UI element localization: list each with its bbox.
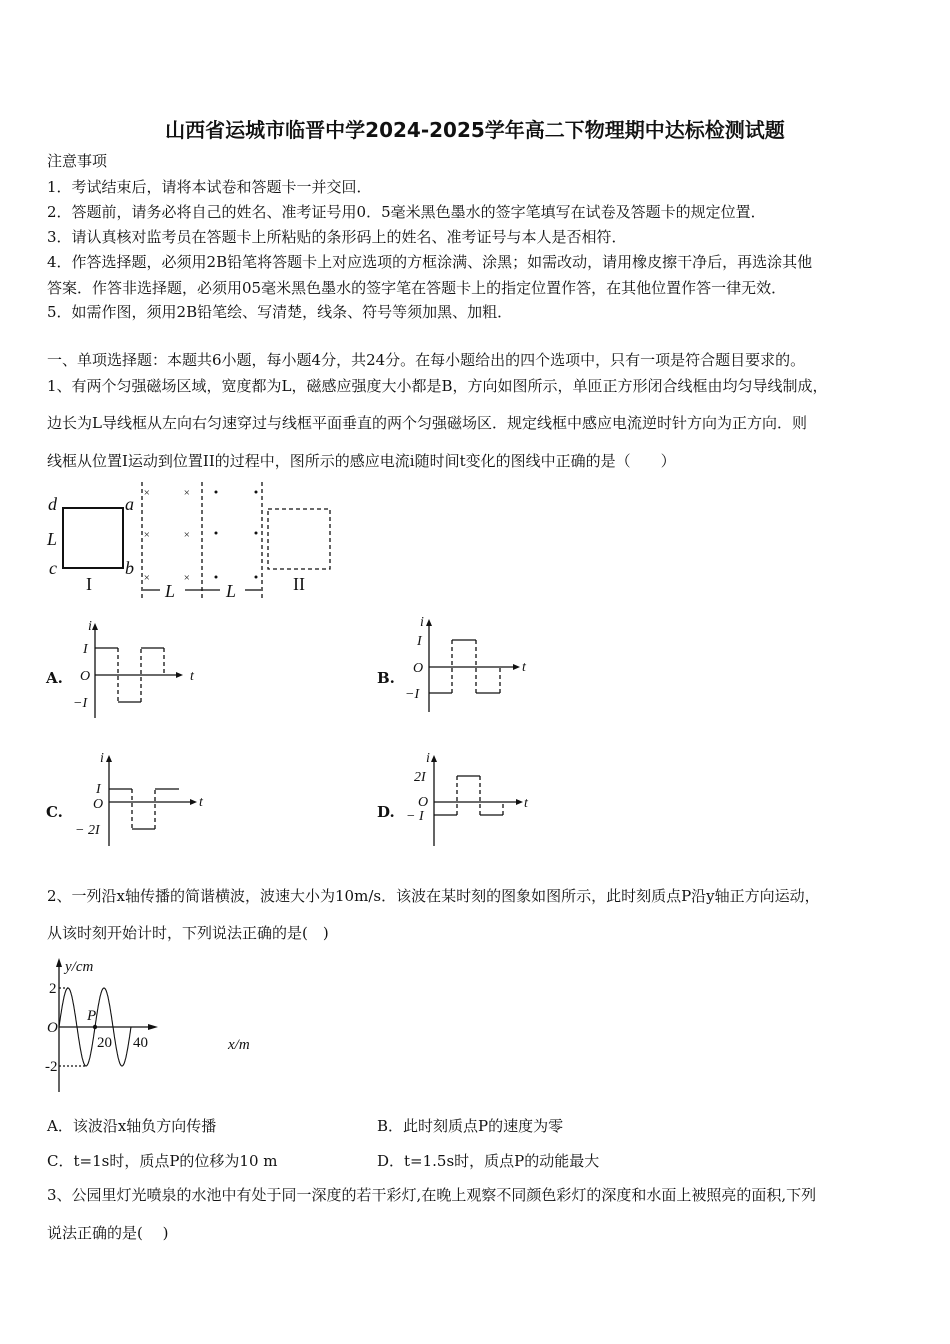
side-label-L: L bbox=[47, 529, 58, 549]
axis-label-t: t bbox=[524, 796, 528, 811]
tick-label: 40 bbox=[133, 1035, 148, 1051]
x-axis-label: x/m bbox=[228, 1037, 250, 1053]
notice-item: 答案．作答非选择题，必须用05毫米黑色墨水的签字笔在答题卡上的指定位置作答，在其他位置作答一律无效． bbox=[47, 279, 787, 297]
tick-label: I bbox=[96, 782, 101, 797]
q2-option-d[interactable]: D．t=1.5s时，质点P的动能最大 bbox=[377, 1152, 600, 1170]
q2-text: 从该时刻开始计时，下列说法正确的是( ) bbox=[47, 924, 329, 942]
tick-label: -2 bbox=[45, 1059, 58, 1075]
width-label: L bbox=[226, 581, 237, 601]
notice-heading: 注意事项 bbox=[47, 152, 108, 170]
axis-label-i: i bbox=[426, 751, 430, 766]
y-axis-label: y/cm bbox=[65, 959, 94, 975]
tick-label: 20 bbox=[97, 1035, 112, 1051]
tick-label: −I bbox=[405, 687, 420, 702]
origin-label: O bbox=[418, 795, 429, 810]
q3-text: 3、公园里灯光喷泉的水池中有处于同一深度的若干彩灯,在晚上观察不同颜色彩灯的深度和水面上被照亮的面积,下列 bbox=[47, 1186, 817, 1204]
svg-text:×: × bbox=[183, 487, 191, 499]
axis-label-i: i bbox=[420, 615, 424, 630]
axis-label-t: t bbox=[199, 795, 203, 810]
svg-text:×: × bbox=[143, 572, 151, 584]
q2-text: 2、一列沿x轴传播的简谐横波，波速大小为10m/s．该波在某时刻的图象如图所示，此时刻质点P沿y轴正方向运动， bbox=[47, 887, 820, 905]
option-a-label[interactable]: A. bbox=[46, 669, 63, 687]
corner-label-b: b bbox=[125, 558, 134, 578]
point-p bbox=[93, 1025, 97, 1029]
q2-option-a[interactable]: A．该波沿x轴负方向传播 bbox=[47, 1117, 217, 1135]
q2-option-b[interactable]: B．此时刻质点P的速度为零 bbox=[377, 1117, 564, 1135]
magnetic-field-figure bbox=[40, 480, 340, 605]
option-b-graph bbox=[395, 610, 535, 725]
tick-label: −I bbox=[73, 696, 88, 711]
option-d-graph bbox=[400, 745, 540, 850]
corner-label-a: a bbox=[125, 494, 134, 514]
option-a-graph bbox=[60, 615, 210, 725]
axis-label-t: t bbox=[190, 669, 194, 684]
svg-text:×: × bbox=[183, 572, 191, 584]
q1-text: 边长为L导线框从左向右匀速穿过与线框平面垂直的两个匀强磁场区．规定线框中感应电流逆时针方向为正方向．则 bbox=[47, 414, 807, 432]
svg-text:×: × bbox=[183, 529, 191, 541]
axis-label-t: t bbox=[522, 660, 526, 675]
tick-label: − 2I bbox=[75, 823, 100, 838]
q1-text: 1、有两个匀强磁场区域，宽度都为L，磁感应强度大小都是B，方向如图所示，单匝正方形闭合线框由均匀导线制成， bbox=[47, 377, 828, 395]
tick-label: 2I bbox=[414, 770, 426, 785]
option-c-graph bbox=[65, 745, 215, 850]
position-II-label: II bbox=[293, 574, 305, 594]
svg-text:×: × bbox=[143, 487, 151, 499]
origin-label: O bbox=[413, 661, 424, 676]
point-label: P bbox=[87, 1008, 97, 1024]
option-d-label[interactable]: D. bbox=[377, 803, 395, 821]
origin-label: O bbox=[80, 669, 91, 684]
q3-text: 说法正确的是( ) bbox=[47, 1224, 169, 1242]
q2-option-c[interactable]: C．t=1s时，质点P的位移为10 m bbox=[47, 1152, 278, 1170]
q1-text: 线框从位置I运动到位置II的过程中，图所示的感应电流i随时间t变化的图线中正确的是（ ） bbox=[47, 452, 676, 470]
notice-item: 2．答题前，请务必将自己的姓名、准考证号用0．5毫米黑色墨水的签字笔填写在试卷及答题卡的规定位置． bbox=[47, 203, 766, 221]
tick-label: − I bbox=[406, 809, 424, 824]
svg-text:×: × bbox=[143, 529, 151, 541]
notice-item: 1．考试结束后，请将本试卷和答题卡一并交回． bbox=[47, 178, 372, 196]
option-c-label[interactable]: C. bbox=[46, 803, 63, 821]
axis-label-i: i bbox=[100, 751, 104, 766]
axis-label-i: i bbox=[88, 619, 92, 634]
section-heading: 一、单项选择题：本题共6小题，每小题4分，共24分。在每小题给出的四个选项中，只有一项是符合题目要求的。 bbox=[47, 351, 806, 369]
notice-item: 3．请认真核对监考员在答题卡上所粘贴的条形码上的姓名、准考证号与本人是否相符． bbox=[47, 228, 627, 246]
tick-label: I bbox=[83, 642, 88, 657]
tick-label: 2 bbox=[49, 981, 57, 997]
corner-label-c: c bbox=[49, 558, 57, 578]
origin-label: O bbox=[93, 797, 104, 812]
notice-item: 4．作答选择题，必须用2B铅笔将答题卡上对应选项的方框涂满、涂黑；如需改动，请用橡皮擦干净后，再选涂其他 bbox=[47, 253, 813, 271]
option-b-label[interactable]: B. bbox=[377, 669, 395, 687]
notice-item: 5．如需作图，须用2B铅笔绘、写清楚，线条、符号等须加黑、加粗． bbox=[47, 303, 513, 321]
page-title: 山西省运城市临晋中学2024-2025学年高二下物理期中达标检测试题 bbox=[165, 118, 785, 142]
tick-label: I bbox=[417, 634, 422, 649]
corner-label-d: d bbox=[48, 494, 57, 514]
position-I-label: I bbox=[86, 574, 92, 594]
origin-label: O bbox=[47, 1020, 58, 1036]
width-label: L bbox=[165, 581, 176, 601]
wave-graph bbox=[40, 950, 270, 1100]
